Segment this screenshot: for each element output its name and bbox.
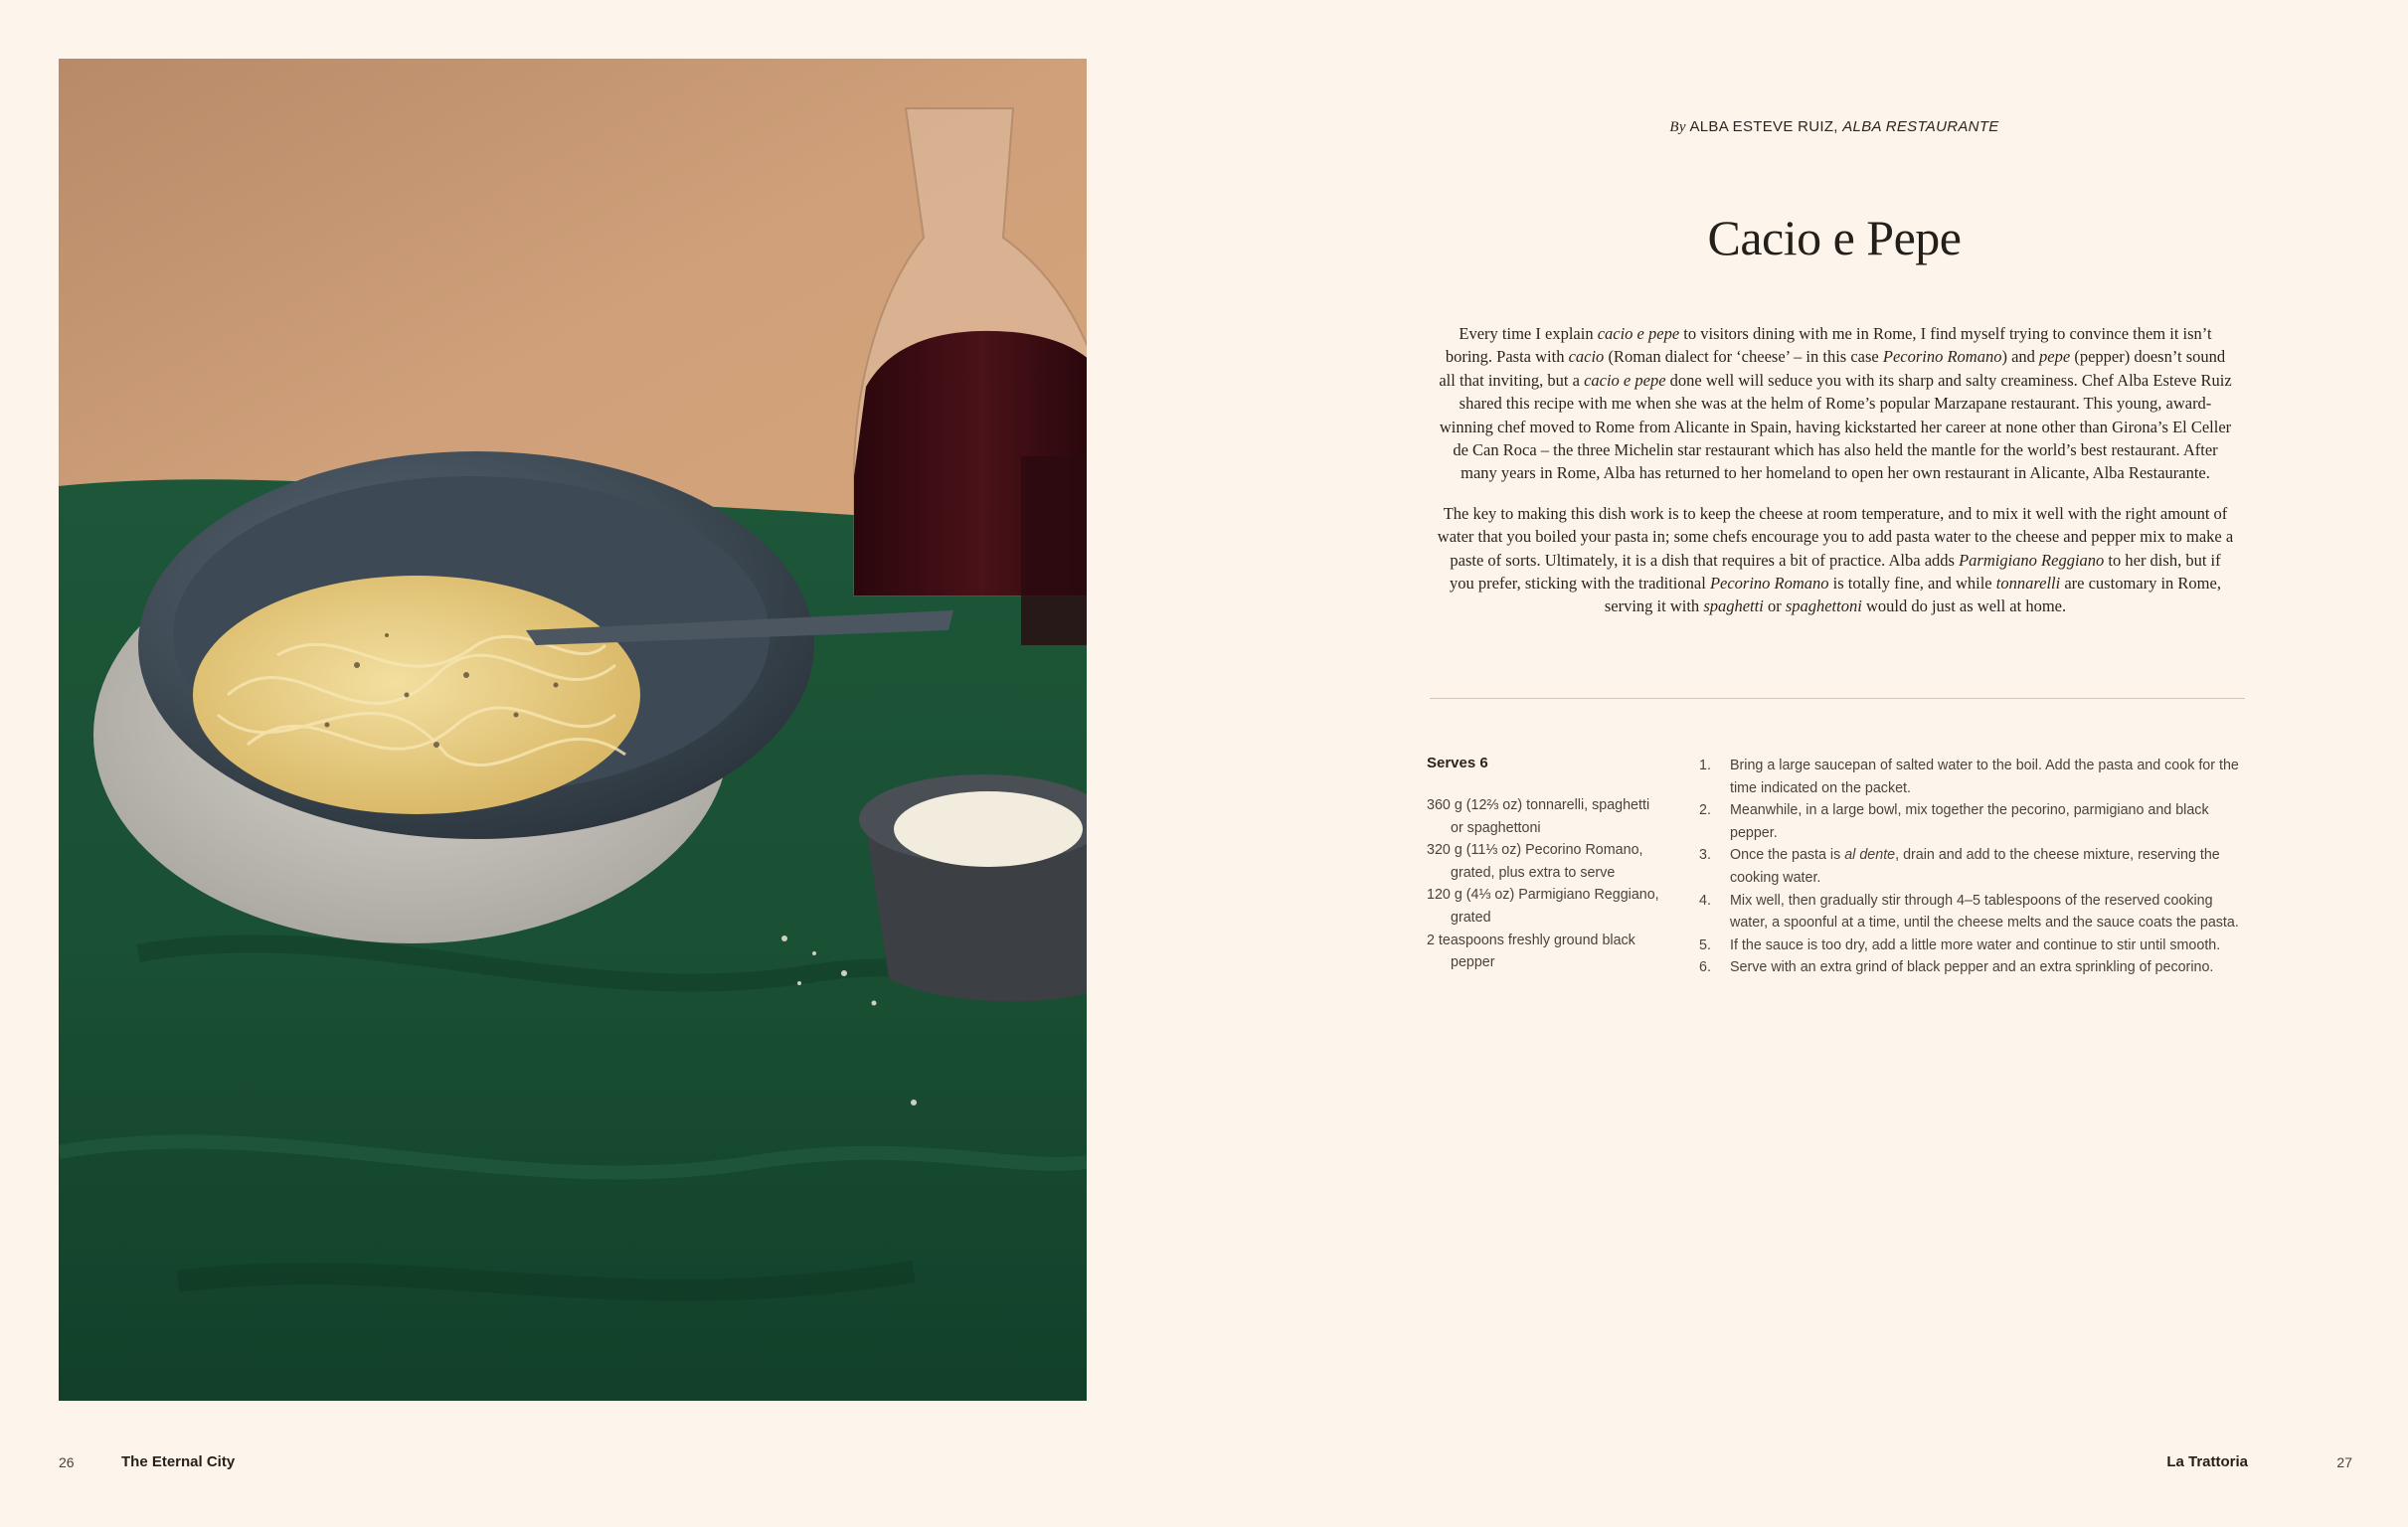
method-step (1699, 755, 2252, 799)
recipe-title: Cacio e Pepe (1707, 210, 1962, 265)
step-text: Once the pasta is al dente, drain and add to the cheese mixture, reserving the cooking water. (1730, 847, 2220, 886)
running-title-right: La Trattoria (2166, 1453, 2248, 1470)
dish-photo (59, 59, 1087, 1401)
page-number-left: 26 (59, 1454, 75, 1470)
method-list (1699, 755, 2252, 979)
step-number: 5. (1699, 936, 1711, 953)
page-number-right: 27 (2336, 1454, 2352, 1470)
ingredient-item: 2 teaspoons freshly ground black pepper (1427, 932, 1635, 971)
method-step (1699, 799, 2252, 844)
byline-chef: ALBA ESTEVE RUIZ, (1689, 118, 1838, 135)
step-number: 6. (1699, 959, 1711, 976)
step-number: 1. (1699, 758, 1711, 773)
byline (1422, 118, 2247, 136)
step-number: 2. (1699, 802, 1711, 819)
step-text: Bring a large saucepan of salted water to the boil. Add the pasta and cook for the time indicated on the packet. (1730, 758, 2239, 796)
section-divider (1430, 698, 2245, 699)
step-text: If the sauce is too dry, add a little more water and continue to stir until smooth. (1730, 936, 2221, 953)
method-step (1699, 934, 2252, 957)
serves-label: Serves 6 (1427, 755, 1488, 771)
ingredient-item: 320 g (11⅓ oz) Pecorino Romano, grated, plus extra to serve (1427, 842, 1643, 881)
byline-restaurant: ALBA RESTAURANTE (1842, 118, 1999, 135)
cacio-e-pepe-photo-illustration (59, 59, 1087, 1401)
method-step (1699, 956, 2252, 979)
ingredient-item: 120 g (4⅓ oz) Parmigiano Reggiano, grated (1427, 887, 1659, 926)
step-number: 4. (1699, 892, 1711, 909)
step-number: 3. (1699, 847, 1711, 864)
step-text: Meanwhile, in a large bowl, mix together the pecorino, parmigiano and black pepper. (1730, 802, 2209, 841)
ingredients-list (1427, 794, 1665, 974)
method-step (1699, 890, 2252, 934)
method-step (1699, 844, 2252, 889)
running-title-left: The Eternal City (121, 1453, 236, 1470)
recipe-intro (1436, 322, 2235, 635)
step-text: Serve with an extra grind of black pepper and an extra sprinkling of pecorino. (1730, 959, 2214, 976)
intro-paragraph-2: The key to making this dish work is to keep the cheese at room temperature, and to mix it well with the right amount of water that you boiled your pasta in; some chefs encourage you to add pasta water to the cheese and pepper mix to make a paste of sorts. Ultimately, it is a dish that requires a bit of practice. Alba adds Parmigiano Reggiano to her dish, but if you prefer, sticking with the traditional Pecorino Romano is totally fine, and while tonnarelli are customary in Rome, serving it with spaghetti or spaghettoni would do just as well at home. (1437, 503, 2234, 616)
ingredient-item: 360 g (12⅔ oz) tonnarelli, spaghetti or spaghettoni (1427, 797, 1650, 836)
byline-by: By (1669, 119, 1686, 135)
step-text: Mix well, then gradually stir through 4–5 tablespoons of the reserved cooking water, a spoonful at a time, until the cheese melts and the sauce coats the pasta. (1730, 892, 2239, 932)
intro-paragraph-1: Every time I explain cacio e pepe to visitors dining with me in Rome, I find myself trying to convince them it isn’t boring. Pasta with cacio (Roman dialect for ‘cheese’ – in this case Pecorino Romano) and pepe (pepper) doesn’t sound all that inviting, but a cacio e pepe done well will seduce you with its sharp and salty creaminess. Chef Alba Esteve Ruiz shared this recipe with me when she was at the helm of Rome’s popular Marzapane restaurant. This young, award-winning chef moved to Rome from Alicante in Spain, having kickstarted her career at none other than Girona’s El Celler de Can Roca – the three Michelin star restaurant which has also held the mantle for the world’s best restaurant. After many years in Rome, Alba has returned to her homeland to open her own restaurant in Alicante, Alba Restaurante. (1439, 324, 2232, 483)
